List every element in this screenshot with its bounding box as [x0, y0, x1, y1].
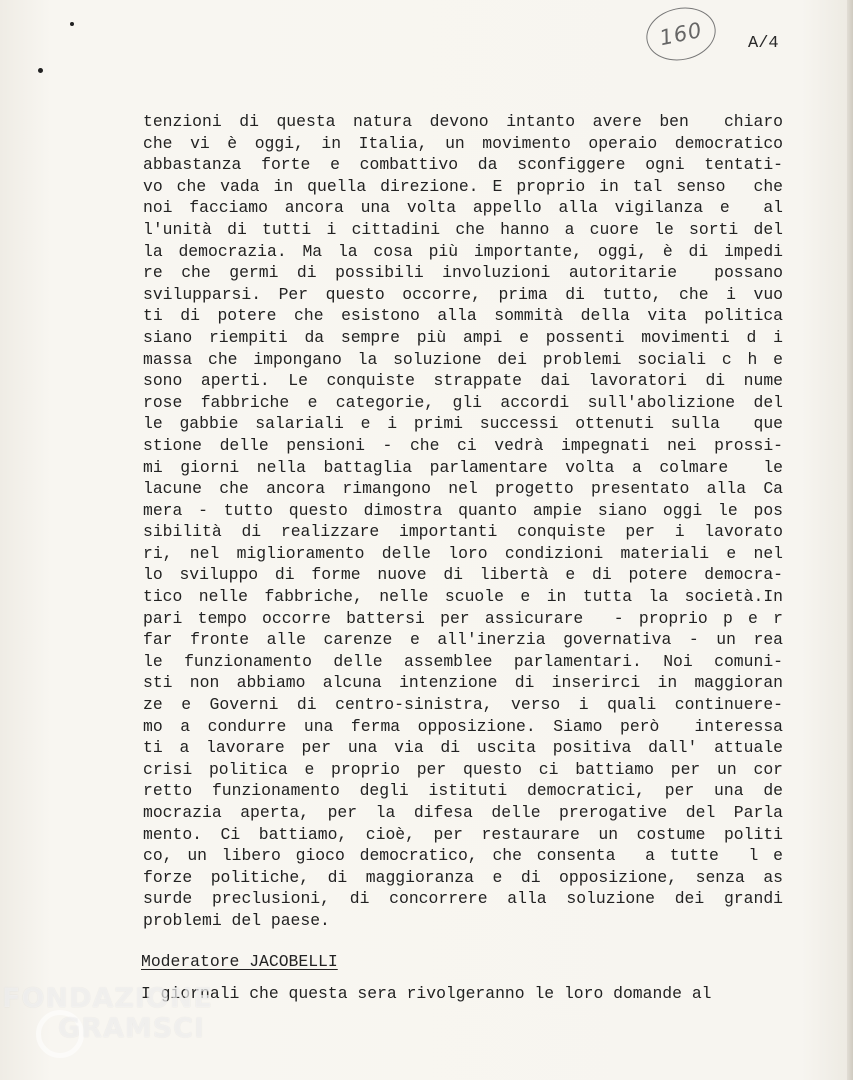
body-line: sibilità di realizzare importanti conquiste per i lavorato [143, 522, 783, 542]
continuation-line: I giornali che questa sera rivolgeranno le loro domande al [141, 984, 712, 1003]
body-line: le gabbie salariali e i primi successi ottenuti sulla que [143, 414, 783, 434]
body-line: siano riempiti da sempre più ampi e possenti movimenti d i [143, 327, 783, 347]
body-line: mera - tutto questo dimostra quanto ampie siano oggi le pos [143, 500, 783, 520]
body-line: surde preclusioni, di concorrere alla soluzione dei grandi [143, 889, 783, 909]
body-line: la democrazia. Ma la cosa più importante, oggi, è di impedi [143, 241, 783, 261]
body-line: ze e Governi di centro-sinistra, verso i quali continuere- [143, 695, 783, 715]
body-line: mo a condurre una ferma opposizione. Siamo però interessa [143, 716, 783, 736]
body-line: tico nelle fabbriche, nelle scuole e in tutta la società.In [143, 587, 783, 607]
body-line: pari tempo occorre battersi per assicurare - proprio p e r [143, 608, 783, 628]
body-line: retto funzionamento degli istituti democratici, per una de [143, 781, 783, 801]
archive-watermark [2, 983, 213, 1044]
body-line: rose fabbriche e categorie, gli accordi sull'abolizione del [143, 392, 783, 412]
body-line: che vi è oggi, in Italia, un movimento operaio democratico [143, 133, 783, 153]
body-line: l'unità di tutti i cittadini che hanno a cuore le sorti del [143, 219, 783, 239]
body-line: svilupparsi. Per questo occorre, prima di tutto, che i vuo [143, 284, 783, 304]
folio-number: 160 [657, 17, 705, 51]
body-line: forze politiche, di maggioranza e di opposizione, senza as [143, 867, 783, 887]
ink-speck [70, 22, 74, 26]
body-line: ti di potere che esistono alla sommità della vita politica [143, 306, 783, 326]
page-number: A/4 [748, 34, 779, 53]
body-line: co, un libero gioco democratico, che consenta a tutte l e [143, 846, 783, 866]
body-line: sono aperti. Le conquiste strappate dai lavoratori di nume [143, 371, 783, 391]
body-line: ti a lavorare per una via di uscita positiva dall' attuale [143, 738, 783, 758]
body-line: mento. Ci battiamo, cioè, per restaurare un costume politi [143, 824, 783, 844]
ink-speck [38, 68, 43, 73]
body-paragraph [143, 111, 793, 932]
watermark-line-2: GRAMSCI [58, 1013, 206, 1044]
body-line: abbastanza forte e combattivo da sconfiggere ogni tentati- [143, 155, 783, 175]
body-line: sti non abbiamo alcuna intenzione di inserirci in maggioran [143, 673, 783, 693]
page-edge [847, 0, 853, 1080]
handwritten-folio-stamp [641, 1, 720, 66]
body-line: noi facciamo ancora una volta appello alla vigilanza e al [143, 198, 783, 218]
body-line: far fronte alle carenze e all'inerzia governativa - un rea [143, 630, 783, 650]
body-line: re che germi di possibili involuzioni autoritarie possano [143, 263, 783, 283]
body-line: tenzioni di questa natura devono intanto avere ben chiaro [143, 112, 783, 131]
body-line: mi giorni nella battaglia parlamentare volta a colmare le [143, 457, 783, 477]
body-line: problemi del paese. [143, 910, 330, 930]
body-line: lacune che ancora rimangono nel progetto presentato alla Ca [143, 479, 783, 499]
body-line: vo che vada in quella direzione. E proprio in tal senso che [143, 176, 783, 196]
body-line: lo sviluppo di forme nuove di libertà e di potere democra- [143, 565, 783, 585]
body-line: ri, nel miglioramento delle loro condizioni materiali e nel [143, 543, 783, 563]
body-line: crisi politica e proprio per questo ci battiamo per un cor [143, 759, 783, 779]
body-line: massa che impongano la soluzione dei problemi sociali c h e [143, 349, 783, 369]
speaker-heading: Moderatore JACOBELLI [141, 952, 338, 971]
watermark-line-1: FONDAZIONE [2, 983, 213, 1014]
body-line: mocrazia aperta, per la difesa delle prerogative del Parla [143, 803, 783, 822]
body-line: stione delle pensioni - che ci vedrà impegnati nei prossi- [143, 435, 783, 455]
body-line: le funzionamento delle assemblee parlamentari. Noi comuni- [143, 651, 783, 671]
